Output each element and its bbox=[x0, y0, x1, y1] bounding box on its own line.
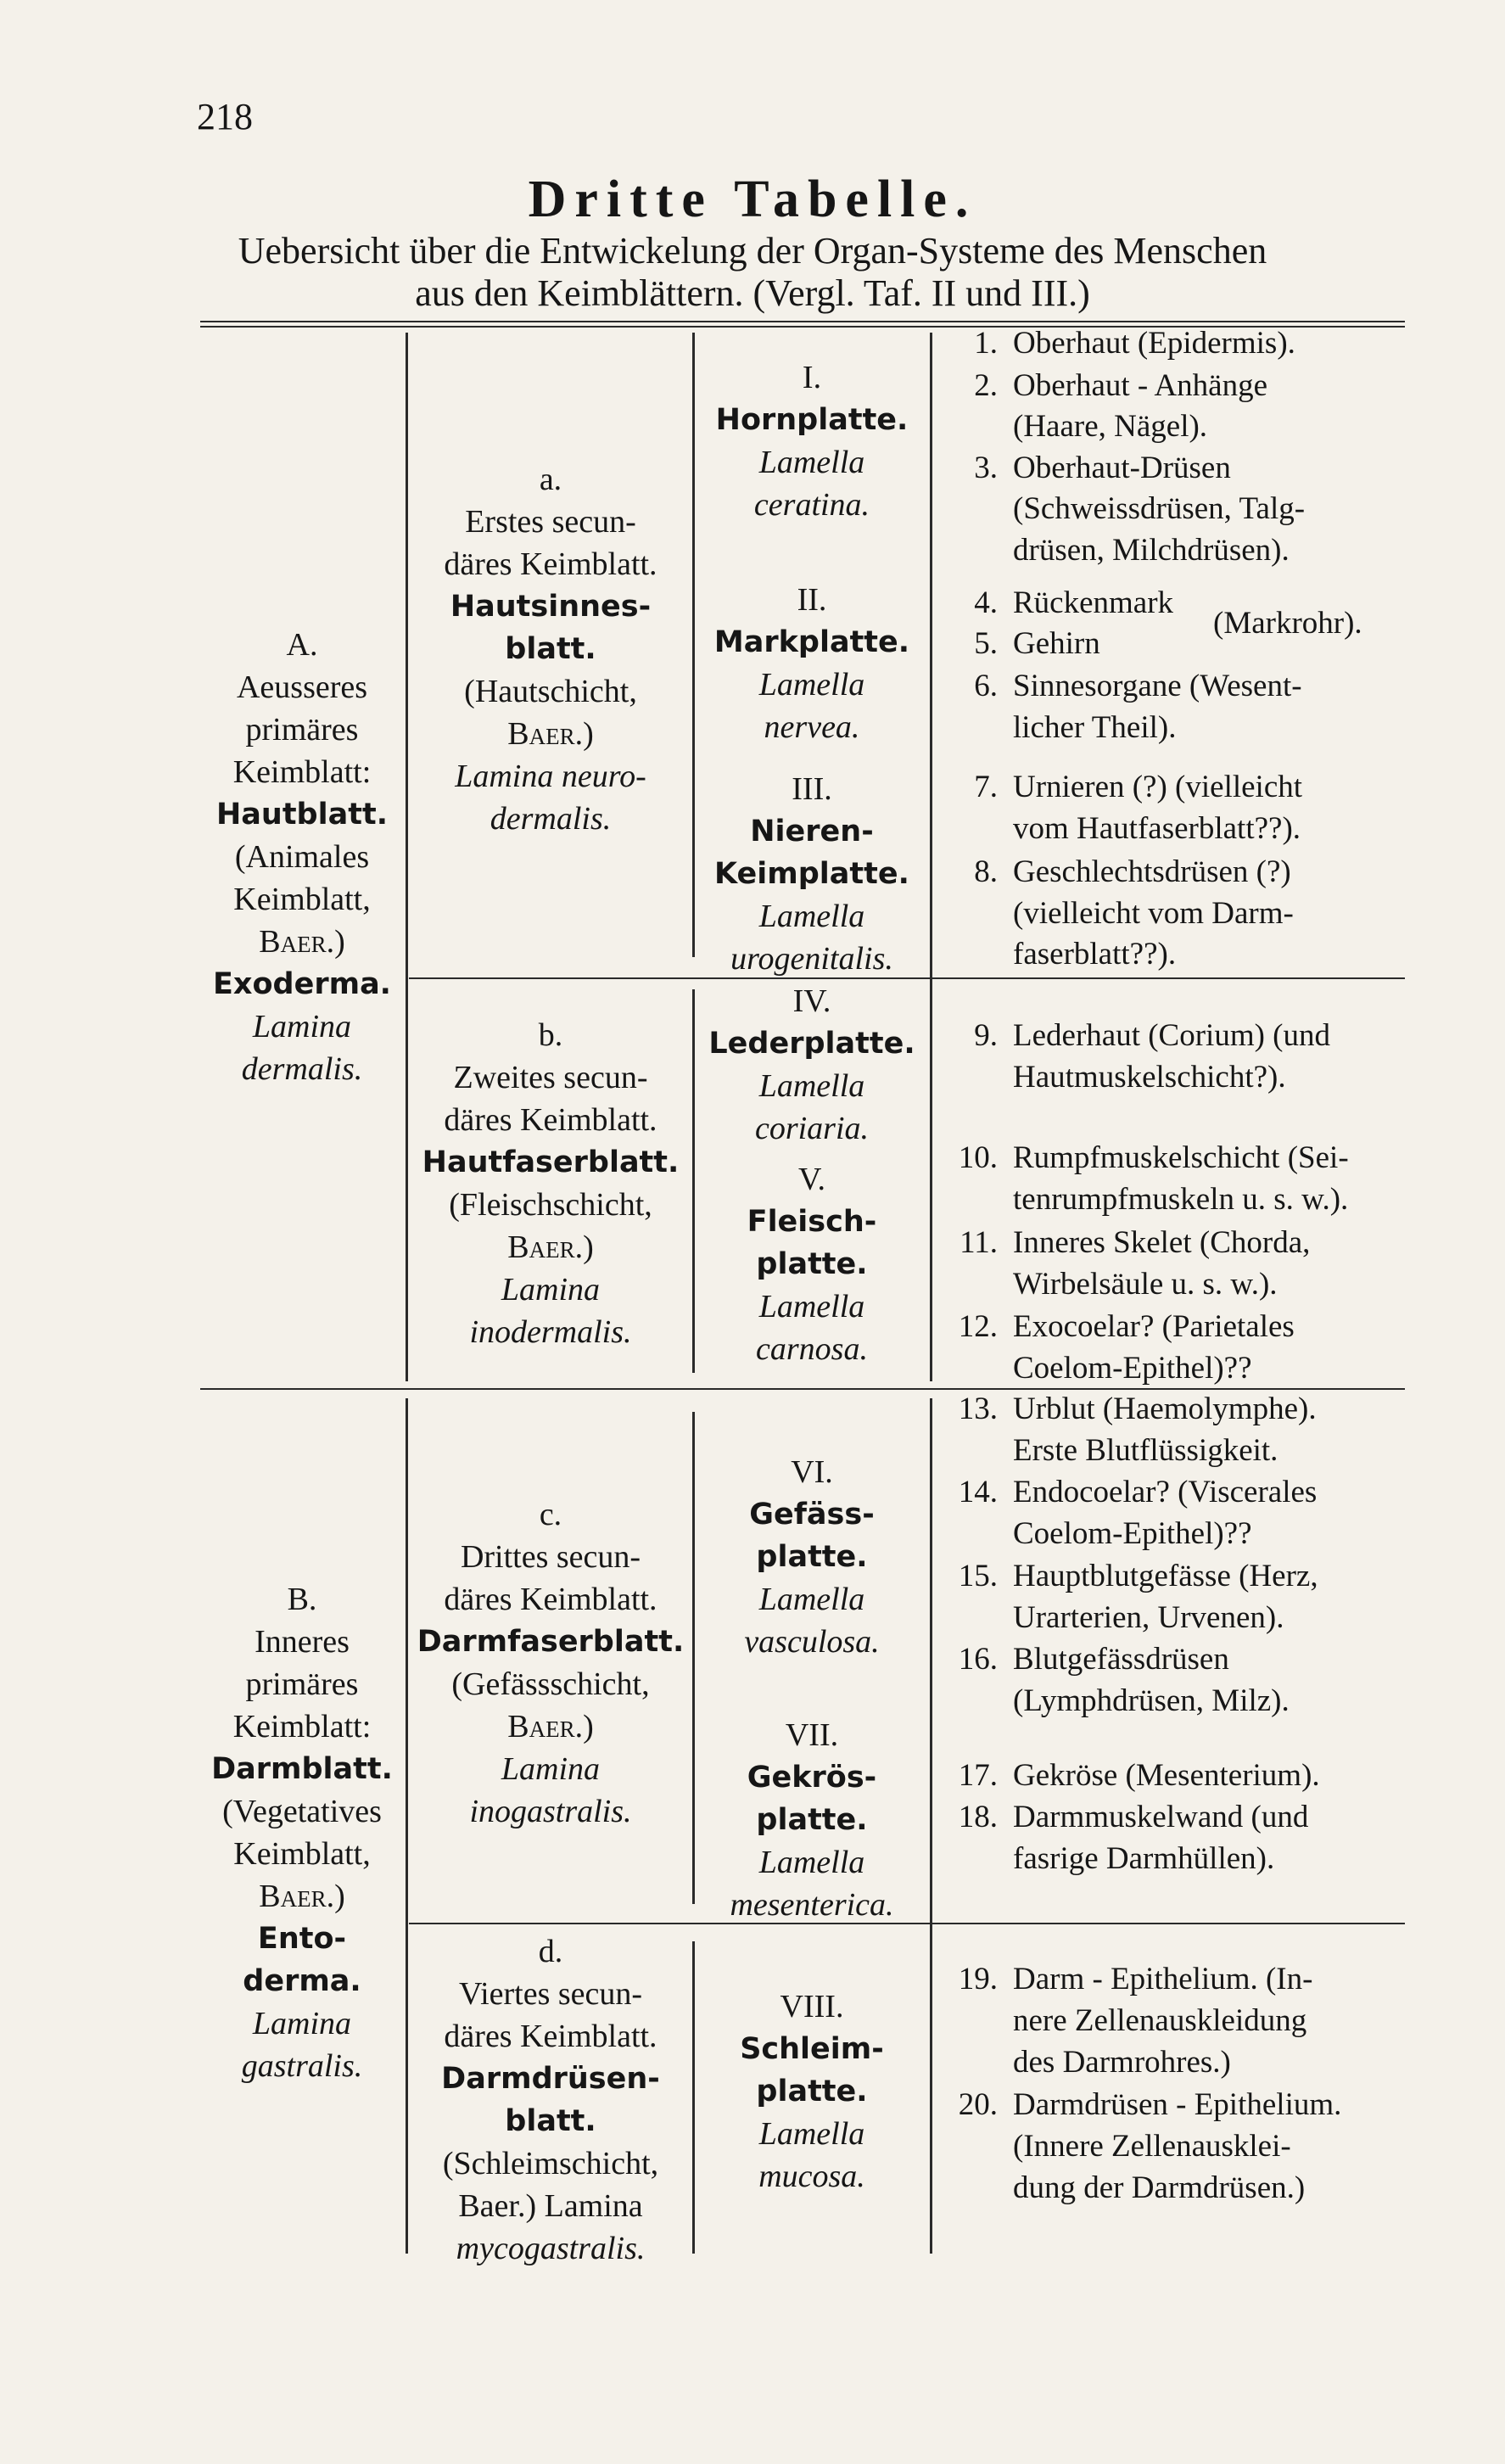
organ-group-note: (Markrohr). bbox=[1213, 606, 1362, 641]
organ-row-cont: fasrige Darmhüllen). bbox=[1013, 1841, 1275, 1876]
organ-row: 8. Geschlechtsdrüsen (?) bbox=[974, 854, 1291, 889]
organ-row: 3. Oberhaut-Drüsen bbox=[974, 451, 1231, 485]
organ-row: 20. Darmdrüsen - Epithelium. bbox=[958, 2087, 1342, 2122]
organ-row: 10. Rumpfmuskelschicht (Sei- bbox=[958, 1140, 1349, 1175]
organ-row-cont: vom Hautfaserblatt??). bbox=[1013, 811, 1301, 846]
organ-row: 11. Inneres Skelet (Chorda, bbox=[960, 1225, 1311, 1260]
organ-row-cont: Coelom-Epithel)?? bbox=[1013, 1516, 1252, 1551]
brace-B bbox=[406, 1398, 408, 2254]
primary-layer-A: A. Aeusseres primäres Keimblatt: Hautblatt. (Animales Keimblatt, Baer.) Exoderma. Lamina dermalis. bbox=[213, 627, 391, 1087]
organ-row: 5. Gehirn bbox=[974, 626, 1100, 661]
organ-row: 6. Sinnesorgane (Wesent- bbox=[974, 669, 1302, 703]
organ-row: 17. Gekröse (Mesenterium). bbox=[958, 1758, 1320, 1793]
brace-d bbox=[692, 1941, 695, 2254]
secondary-layer-b: b. Zweites secun- däres Keimblatt. Hautfaserblatt. (Fleischschicht, Baer.) Lamina inodermalis. bbox=[422, 1017, 680, 1350]
organ-row-cont: (vielleicht vom Darm- bbox=[1013, 896, 1294, 931]
organ-row-cont: licher Theil). bbox=[1013, 710, 1177, 745]
plate-III: III. Nieren- Keimplatte. Lamella urogenitalis. bbox=[714, 771, 909, 977]
plate-VI: VI. Gefäss- platte. Lamella vasculosa. bbox=[744, 1454, 880, 1660]
organ-row: 18. Darmmuskelwand (und bbox=[958, 1800, 1309, 1834]
page-number: 218 bbox=[197, 96, 253, 137]
organ-row-cont: (Schweissdrüsen, Talg- bbox=[1013, 491, 1306, 526]
primary-layer-B: B. Inneres primäres Keimblatt: Darmblatt. (Vegetatives Keimblatt, Baer.) Ento- derma. Lamina gastralis. bbox=[211, 1582, 393, 2084]
organ-row-cont: Urarterien, Urvenen). bbox=[1013, 1600, 1284, 1635]
organ-row-cont: nere Zellenauskleidung bbox=[1013, 2003, 1307, 2038]
organ-row-cont: (Haare, Nägel). bbox=[1013, 409, 1208, 444]
brace-a bbox=[692, 333, 695, 957]
organ-row: 7. Urnieren (?) (vielleicht bbox=[974, 770, 1303, 804]
organ-row: 19. Darm - Epithelium. (In- bbox=[958, 1962, 1313, 1996]
organ-row: 4. Rückenmark bbox=[974, 585, 1174, 620]
organ-row: 14. Endocoelar? (Viscerales bbox=[958, 1475, 1318, 1509]
plate-VIII: VIII. Schleim- platte. Lamella mucosa. bbox=[740, 1989, 884, 2194]
organ-row-cont: Hautmuskelschicht?). bbox=[1013, 1060, 1286, 1095]
organ-row-cont: des Darmrohres.) bbox=[1013, 2045, 1231, 2080]
organ-row: 16. Blutgefässdrüsen bbox=[958, 1642, 1229, 1677]
plate-IV: IV. Lederplatte. Lamella coriaria. bbox=[708, 983, 915, 1146]
organ-row: 13. Urblut (Haemolymphe). bbox=[958, 1392, 1317, 1426]
organ-row: 15. Hauptblutgefässe (Herz, bbox=[958, 1559, 1318, 1593]
organ-row-cont: tenrumpfmuskeln u. s. w.). bbox=[1013, 1182, 1349, 1217]
organ-row: 2. Oberhaut - Anhänge bbox=[974, 368, 1268, 403]
organ-row-cont: faserblatt??). bbox=[1013, 937, 1177, 972]
plate-VII: VII. Gekrös- platte. Lamella mesenterica. bbox=[730, 1717, 894, 1923]
table-title: Dritte Tabelle. bbox=[528, 171, 977, 228]
organ-row: 12. Exocoelar? (Parietales bbox=[958, 1309, 1295, 1344]
brace-A bbox=[406, 333, 408, 1381]
brace-b bbox=[692, 989, 695, 1373]
subtitle-line-2: aus den Keimblättern. (Vergl. Taf. II und III.) bbox=[415, 272, 1090, 314]
organ-row: 1. Oberhaut (Epidermis). bbox=[974, 326, 1295, 361]
plate-II: II. Markplatte. Lamella nervea. bbox=[713, 582, 910, 745]
brace-c bbox=[692, 1412, 695, 1904]
organ-row-cont: Erste Blutflüssigkeit. bbox=[1013, 1433, 1278, 1468]
organ-row-cont: drüsen, Milchdrüsen). bbox=[1013, 533, 1290, 568]
plate-I: I. Hornplatte. Lamella ceratina. bbox=[715, 360, 909, 523]
secondary-layer-a: a. Erstes secun- däres Keimblatt. Hautsinnes- blatt. (Hautschicht, Baer.) Lamina neuro- dermalis. bbox=[444, 462, 657, 837]
organ-row-cont: dung der Darmdrüsen.) bbox=[1013, 2170, 1306, 2205]
organ-row: 9. Lederhaut (Corium) (und bbox=[974, 1018, 1330, 1053]
organ-row-cont: (Innere Zellenausklei- bbox=[1013, 2129, 1291, 2164]
organ-row-cont: Coelom-Epithel)?? bbox=[1013, 1351, 1252, 1386]
organ-row-cont: Wirbelsäule u. s. w.). bbox=[1013, 1267, 1278, 1302]
subtitle-line-1: Uebersicht über die Entwickelung der Organ-Systeme des Menschen bbox=[238, 230, 1267, 272]
secondary-layer-c: c. Drittes secun- däres Keimblatt. Darmfaserblatt. (Gefässschicht, Baer.) Lamina inogastralis. bbox=[417, 1497, 685, 1829]
plate-V: V. Fleisch- platte. Lamella carnosa. bbox=[747, 1162, 877, 1367]
organ-row-cont: (Lymphdrüsen, Milz). bbox=[1013, 1683, 1290, 1718]
secondary-layer-d: d. Viertes secun- däres Keimblatt. Darmdrüsen- blatt. (Schleimschicht, Baer.) Lamina mycogastralis. bbox=[441, 1934, 660, 2266]
